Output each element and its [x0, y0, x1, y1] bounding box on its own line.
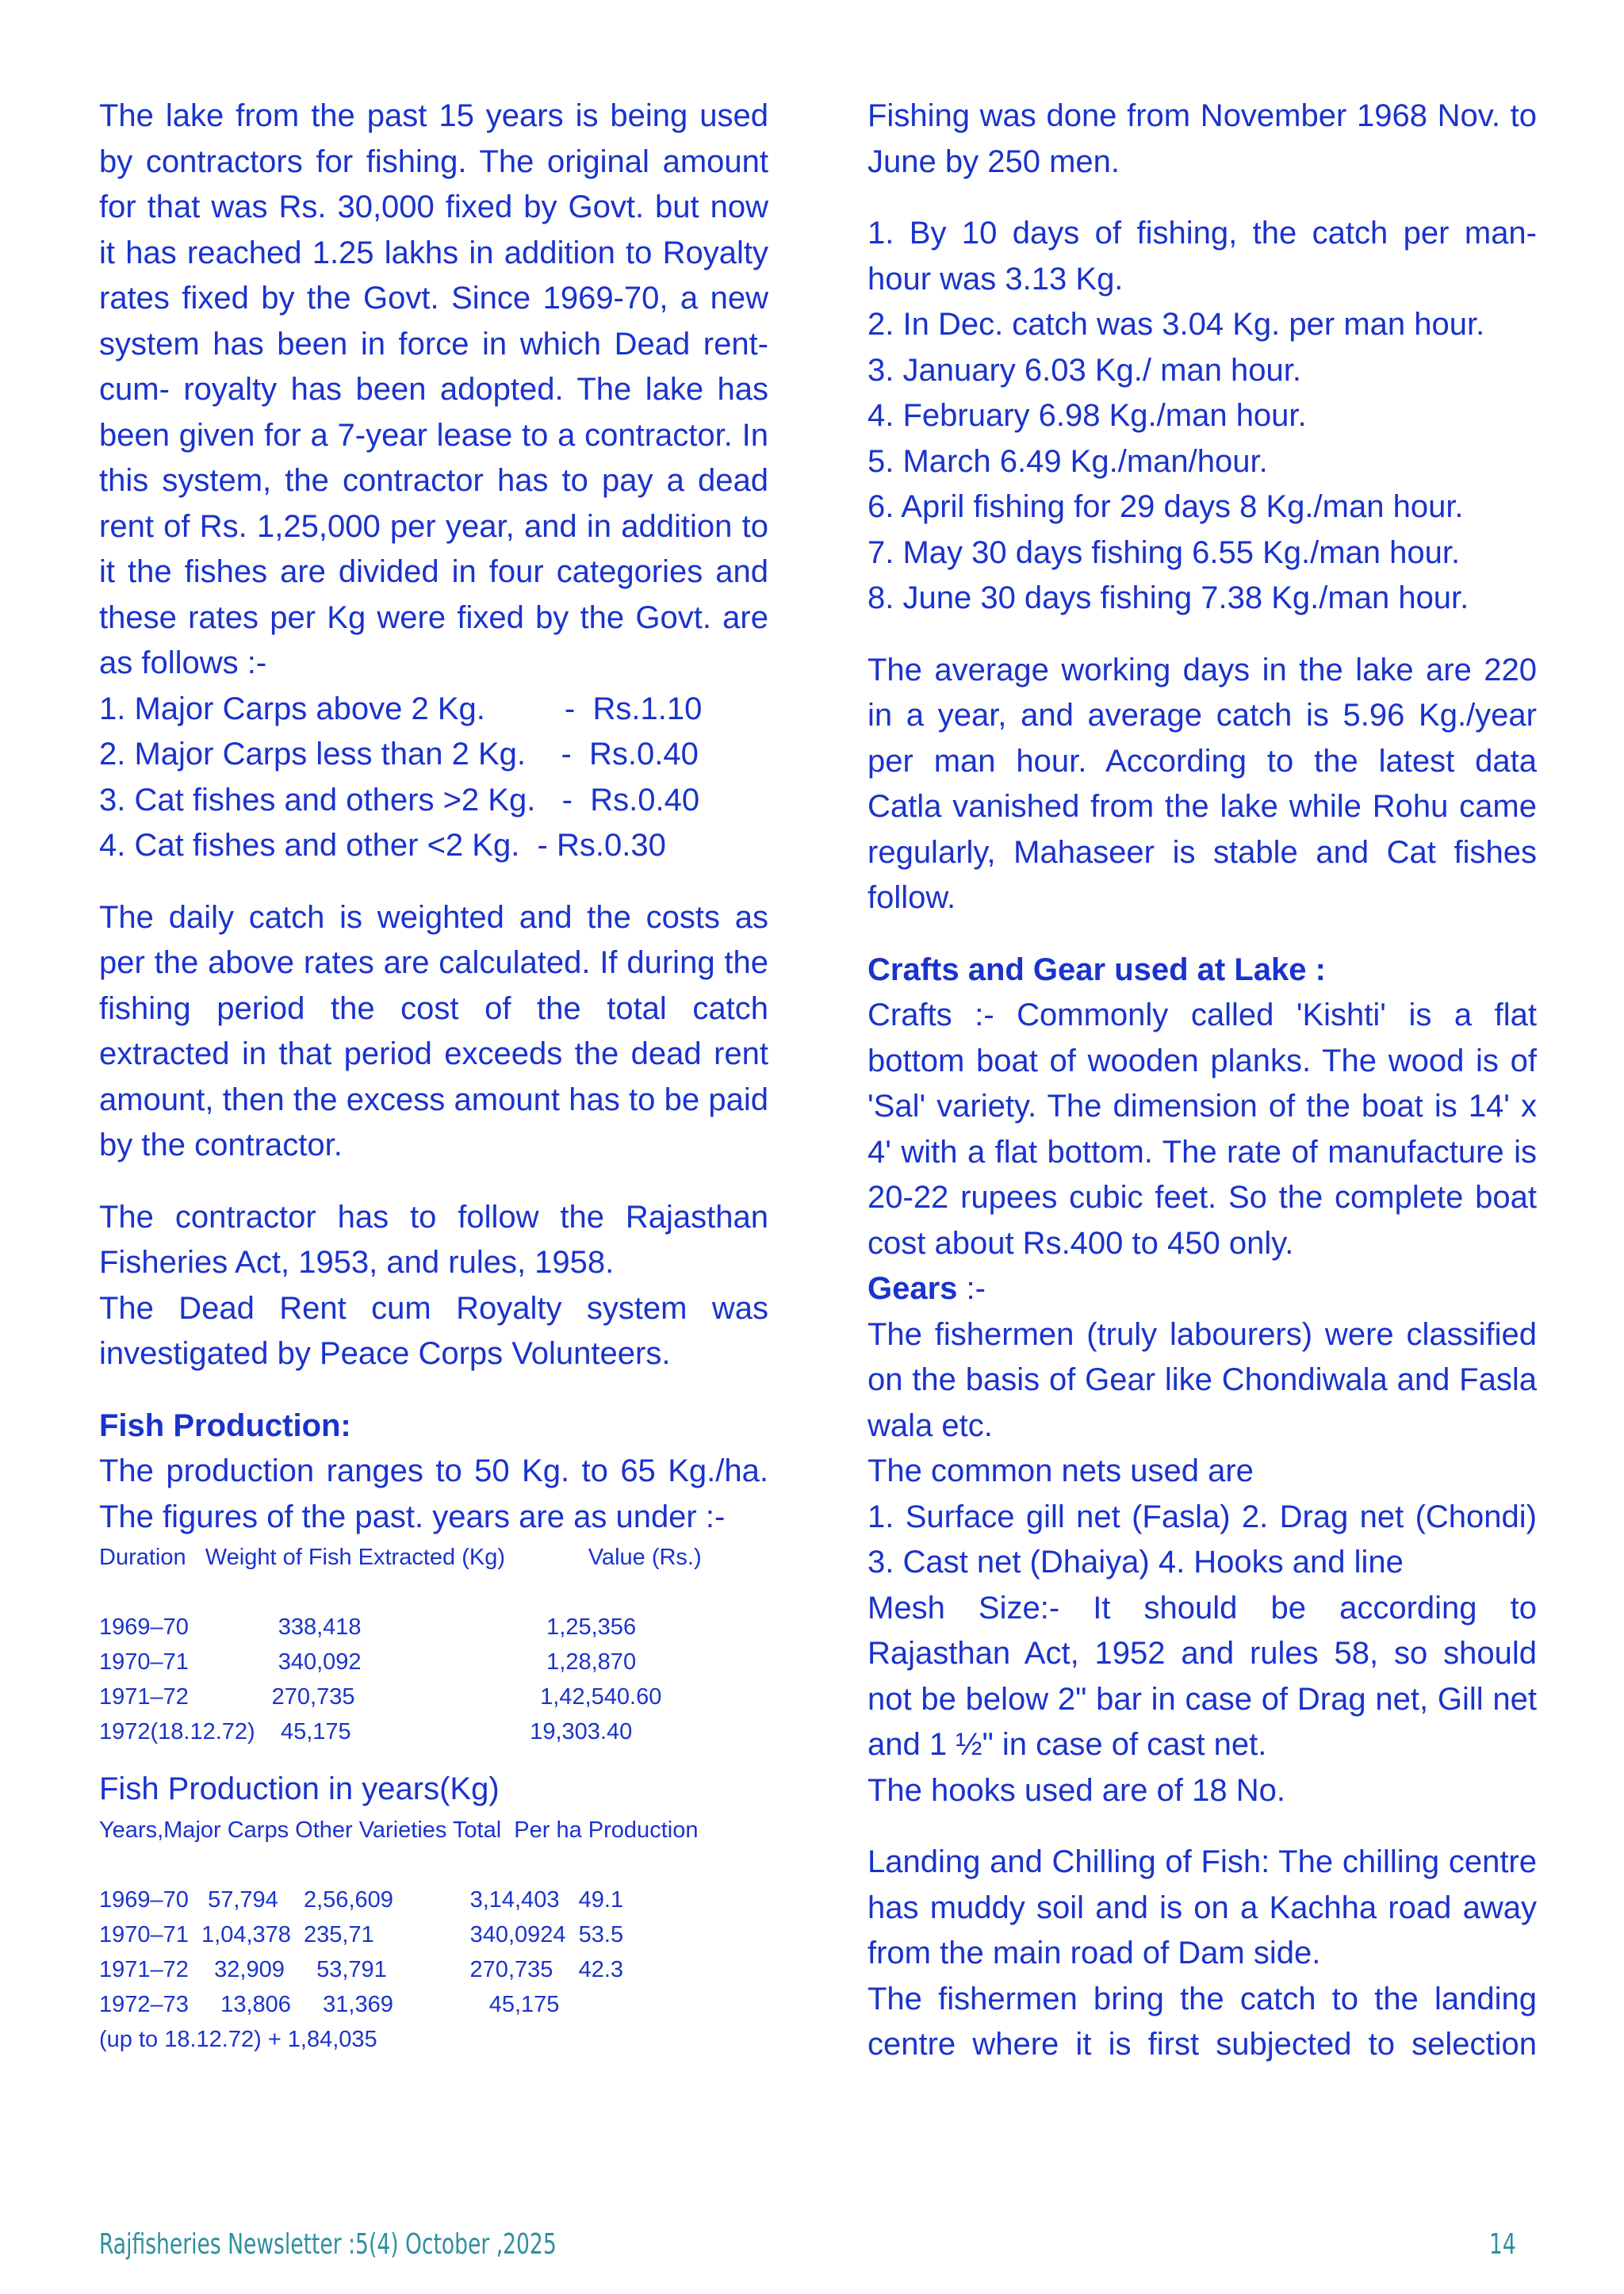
fisheries-act-paragraph: The contractor has to follow the Rajasthan Fisheries Act, 1953, and rules, 1958.	[99, 1199, 768, 1280]
production-table-2	[99, 1813, 768, 2057]
landing-paragraph: Landing and Chilling of Fish: The chilling centre has muddy soil and is on a Kachha road away from the main road of Dam side.	[868, 1844, 1537, 1970]
rate-item: 2. Major Carps less than 2 Kg. - Rs.0.40	[99, 737, 699, 772]
table-row: 1972–73 13,806 31,369 45,175	[99, 1991, 560, 2017]
hooks-paragraph: The hooks used are of 18 No.	[868, 1772, 1285, 1808]
production-table-2-title: Fish Production in years(Kg)	[99, 1771, 500, 1806]
table-row: 1971–72 270,735 1,42,540.60	[99, 1684, 662, 1710]
table-row: 1971–72 32,909 53,791 270,735 42.3	[99, 1956, 624, 1982]
catch-item: 5. March 6.49 Kg./man/hour.	[868, 443, 1268, 479]
right-column	[868, 94, 1537, 2068]
table-row: 1969–70 57,794 2,56,609 3,14,403 49.1	[99, 1886, 624, 1913]
daily-catch-paragraph: The daily catch is weighted and the costs as per the above rates are calculated. If during the fishing period the cost of the total catch extracted in that period exceeds the dead rent amount, then the excess amount has to be paid by the contractor.	[99, 899, 768, 1162]
page-number: 14	[1489, 2228, 1516, 2261]
production-table-1	[99, 1540, 768, 1749]
left-column	[99, 94, 768, 2057]
working-days-paragraph: The average working days in the lake are 220 in a year, and average catch is 5.96 Kg./year per man hour. According to the latest data Catla vanished from the lake while Rohu came regularly, Mahaseer is stable and Cat fishes follow.	[868, 652, 1537, 915]
nets-intro: The common nets used are	[868, 1453, 1254, 1488]
rate-item: 3. Cat fishes and others >2 Kg. - Rs.0.40	[99, 782, 700, 818]
crafts-gear-heading: Crafts and Gear used at Lake :	[868, 952, 1326, 987]
mesh-size-paragraph: Mesh Size:- It should be according to Rajasthan Act, 1952 and rules 58, so should not be below 2" bar in case of Drag net, Gill net and 1 ½" in case of cast net.	[868, 1590, 1537, 1762]
lease-paragraph: The lake from the past 15 years is being used by contractors for fishing. The original amount for that was Rs. 30,000 fixed by Govt. but now it has reached 1.25 lakhs in addition to Royalty rates fixed by the Govt. Since 1969-70, a new system has been in force in which Dead rent-cum- royalty has been adopted. The lake has been given for a 7-year lease to a contractor. In this system, the contractor has to pay a dead rent of Rs. 1,25,000 per year, and in addition to it the fishes are divided in four categories and these rates per Kg were fixed by the Govt. are as follows :-	[99, 98, 768, 680]
rate-item: 1. Major Carps above 2 Kg. - Rs.1.10	[99, 691, 703, 726]
gears-heading: Gears	[868, 1271, 958, 1306]
gears-line	[868, 1266, 1537, 1312]
catch-item: 1. By 10 days of fishing, the catch per man-hour was 3.13 Kg.	[868, 216, 1537, 297]
table-row: 1970–71 1,04,378 235,71 340,0924 53.5	[99, 1921, 624, 1947]
fishing-period-paragraph: Fishing was done from November 1968 Nov. to June by 250 men.	[868, 98, 1537, 179]
table-header: Duration Weight of Fish Extracted (Kg) Value (Rs.)	[99, 1545, 702, 1570]
gears-suffix: :-	[957, 1271, 986, 1306]
crafts-paragraph: Crafts :- Commonly called 'Kishti' is a flat bottom boat of wooden planks. The wood is of 'Sal' variety. The dimension of the boat is 14' x 4' with a flat bottom. The rate of manufacture is 20-22 rupees cubic feet. So the complete boat cost about Rs.400 to 450 only.	[868, 998, 1537, 1261]
nets-paragraph: 1. Surface gill net (Fasla) 2. Drag net (Chondi) 3. Cast net (Dhaiya) 4. Hooks and line	[868, 1499, 1537, 1580]
catch-item: 4. February 6.98 Kg./man hour.	[868, 398, 1307, 433]
fish-production-heading: Fish Production:	[99, 1407, 351, 1443]
table-row: 1970–71 340,092 1,28,870	[99, 1649, 637, 1675]
monthly-catch-list	[868, 302, 1537, 622]
table-row: (up to 18.12.72) + 1,84,035	[99, 2026, 377, 2052]
gears-paragraph: The fishermen (truly labourers) were classified on the basis of Gear like Chondiwala and Fasla wala etc.	[868, 1316, 1537, 1443]
rate-item: 4. Cat fishes and other <2 Kg. - Rs.0.30	[99, 828, 666, 863]
table-row: 1969–70 338,418 1,25,356	[99, 1614, 637, 1640]
table-row: 1972(18.12.72) 45,175 19,303.40	[99, 1719, 633, 1744]
table-header: Years,Major Carps Other Varieties Total Per ha Production	[99, 1817, 699, 1843]
peace-corps-paragraph: The Dead Rent cum Royalty system was investigated by Peace Corps Volunteers.	[99, 1290, 768, 1371]
catch-item: 8. June 30 days fishing 7.38 Kg./man hour.	[868, 580, 1469, 615]
fishermen-paragraph: The fishermen bring the catch to the landing centre where it is first subjected to selection	[868, 1981, 1537, 2062]
production-paragraph: The production ranges to 50 Kg. to 65 Kg./ha. The figures of the past. years are as under :-	[99, 1453, 768, 1534]
catch-item: 3. January 6.03 Kg./ man hour.	[868, 352, 1302, 388]
newsletter-footer: Rajfisheries Newsletter :5(4) October ,2025	[99, 2228, 557, 2261]
royalty-rates-list	[99, 687, 768, 869]
catch-item: 2. In Dec. catch was 3.04 Kg. per man hour.	[868, 307, 1485, 342]
catch-item: 6. April fishing for 29 days 8 Kg./man hour.	[868, 489, 1464, 524]
catch-item: 7. May 30 days fishing 6.55 Kg./man hour.	[868, 534, 1461, 570]
